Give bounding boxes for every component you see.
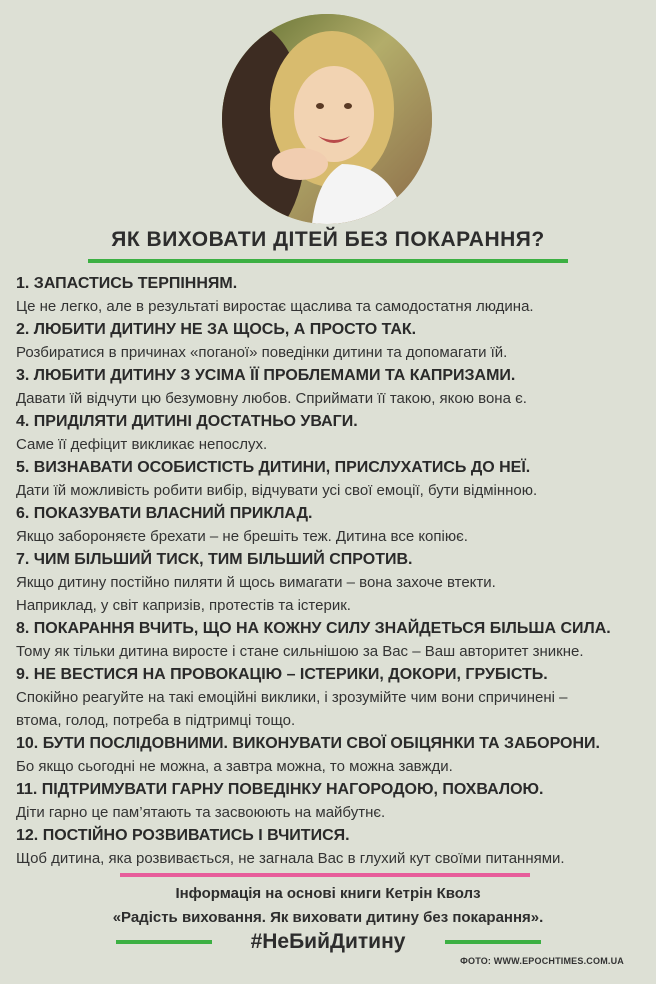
list-item — [16, 663, 646, 732]
list-item — [16, 617, 646, 663]
tip-text: Щоб дитина, яка розвивається, не загнала Вас в глухий кут своїми питаннями. — [16, 850, 565, 867]
tip-text: Тому як тільки дитина виросте і стане сильнішою за Вас – Ваш авторитет зникне. — [16, 643, 584, 660]
tip-text: Дати їй можливість робити вибір, відчувати усі свої емоції, бути відмінною. — [16, 482, 538, 499]
tip-heading: 6. ПОКАЗУВАТИ ВЛАСНИЙ ПРИКЛАД. — [16, 505, 313, 522]
tip-text: втома, голод, потреба в підтримці тощо. — [16, 712, 296, 729]
list-item — [16, 502, 646, 548]
hashtag: #НеБийДитину — [250, 930, 406, 953]
tip-heading: 3. ЛЮБИТИ ДИТИНУ З УСІМА ЇЇ ПРОБЛЕМАМИ ТА КАПРИЗАМИ. — [16, 367, 516, 384]
list-item — [16, 318, 646, 364]
list-item — [16, 548, 646, 617]
list-item — [16, 778, 646, 824]
list-item — [16, 456, 646, 502]
hero-photo-child-hug — [222, 14, 432, 224]
list-item — [16, 824, 646, 870]
tip-text: Діти гарно це пам’ятають та засвоюють на майбутнє. — [16, 804, 386, 821]
tip-heading: 9. НЕ ВЕСТИСЯ НА ПРОВОКАЦІЮ – ІСТЕРИКИ, ДОКОРИ, ГРУБІСТЬ. — [16, 666, 548, 683]
list-item — [16, 410, 646, 456]
tip-text: Наприклад, у світ капризів, протестів та істерик. — [16, 597, 351, 614]
tip-text: Спокійно реагуйте на такі емоційні виклики, і зрозумійте чим вони спричинені – — [16, 689, 568, 706]
tip-heading: 11. ПІДТРИМУВАТИ ГАРНУ ПОВЕДІНКУ НАГОРОДОЮ, ПОХВАЛОЮ. — [16, 781, 544, 798]
list-item — [16, 364, 646, 410]
title-underline — [88, 259, 568, 263]
source-line-2: «Радість виховання. Як виховати дитину без покарання». — [112, 909, 544, 926]
tip-heading: 5. ВИЗНАВАТИ ОСОБИСТІСТЬ ДИТИНИ, ПРИСЛУХАТИСЬ ДО НЕЇ. — [16, 459, 531, 476]
tip-heading: 8. ПОКАРАННЯ ВЧИТЬ, ЩО НА КОЖНУ СИЛУ ЗНАЙДЕТЬСЯ БІЛЬША СИЛА. — [16, 620, 611, 637]
tip-heading: 12. ПОСТІЙНО РОЗВИВАТИСЬ І ВЧИТИСЯ. — [16, 827, 350, 844]
tip-text: Саме її дефіцит викликає непослух. — [16, 436, 268, 453]
tip-heading: 4. ПРИДІЛЯТИ ДИТИНІ ДОСТАТНЬО УВАГИ. — [16, 413, 358, 430]
tip-text: Це не легко, але в результаті виростає щаслива та самодостатня людина. — [16, 298, 534, 315]
tip-text: Якщо забороняєте брехати – не брешіть теж. Дитина все копіює. — [16, 528, 468, 545]
tip-heading: 10. БУТИ ПОСЛІДОВНИМИ. ВИКОНУВАТИ СВОЇ ОБІЦЯНКИ ТА ЗАБОРОНИ. — [16, 735, 600, 752]
tip-heading: 7. ЧИМ БІЛЬШИЙ ТИСК, ТИМ БІЛЬШИЙ СПРОТИВ. — [16, 551, 413, 568]
green-divider-right — [445, 940, 541, 944]
tip-heading: 1. ЗАПАСТИСЬ ТЕРПІННЯМ. — [16, 275, 238, 292]
source-line-1: Інформація на основі книги Кетрін Кволз — [175, 885, 481, 902]
list-item — [16, 732, 646, 778]
page-title: ЯК ВИХОВАТИ ДІТЕЙ БЕЗ ПОКАРАННЯ? — [111, 228, 545, 251]
pink-divider — [120, 873, 530, 877]
tip-text: Якщо дитину постійно пиляти й щось вимагати – вона захоче втекти. — [16, 574, 496, 591]
photo-credit: ФОТО: WWW.EPOCHTIMES.COM.UA — [460, 956, 624, 966]
tip-heading: 2. ЛЮБИТИ ДИТИНУ НЕ ЗА ЩОСЬ, А ПРОСТО ТАК. — [16, 321, 417, 338]
tip-text: Розбиратися в причинах «поганої» поведінки дитини та допомагати їй. — [16, 344, 508, 361]
source-note — [0, 882, 656, 930]
tip-text: Давати їй відчути цю безумовну любов. Сприймати її такою, якою вона є. — [16, 390, 527, 407]
tips-list — [16, 272, 646, 870]
tip-text: Бо якщо сьогодні не можна, а завтра можна, то можна завжди. — [16, 758, 453, 775]
list-item — [16, 272, 646, 318]
